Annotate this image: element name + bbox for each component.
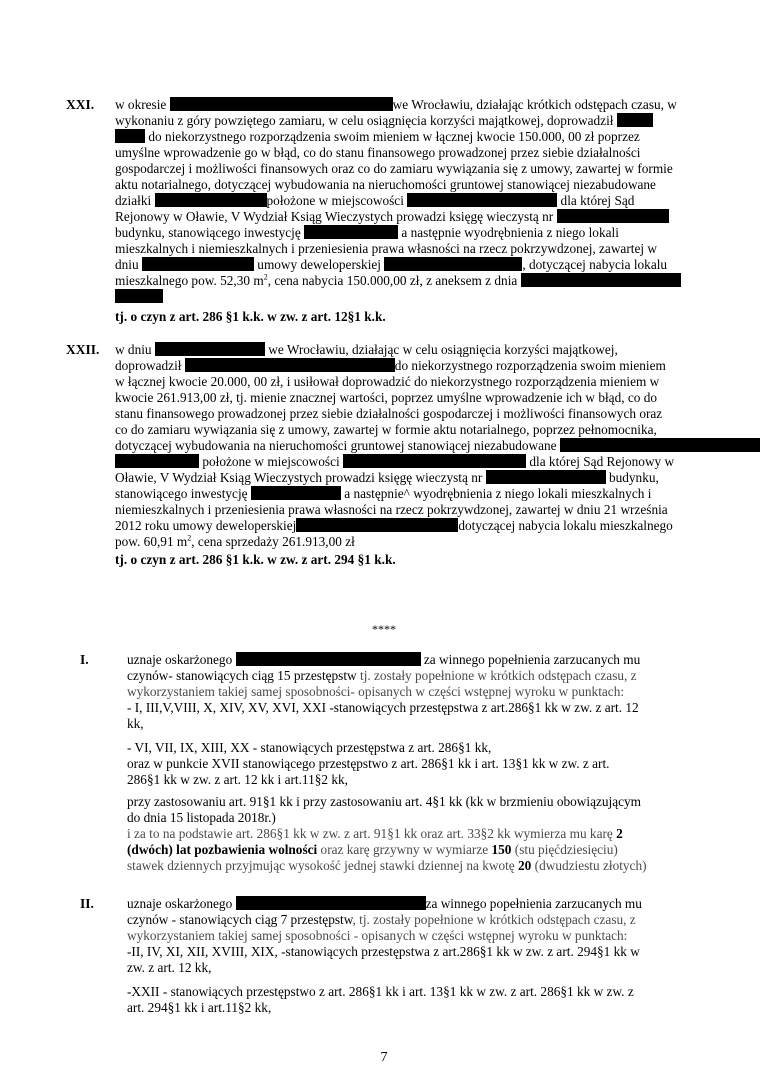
text-line: oraz w punkcie XVII stanowiącego przestępstwo z art. 286§1 kk i art. 13§1 kk w zw. z art.	[127, 756, 610, 771]
redaction-block	[115, 289, 163, 303]
text-line: pow. 60,91 $m^2$, cena sprzedaży 261.913,00 zł	[115, 533, 355, 549]
verdict-point-number: I.	[80, 652, 89, 667]
redaction-block	[155, 342, 265, 356]
redaction-block	[343, 454, 526, 468]
text-line: dniu umowy deweloperskiej , dotyczącej nabycia lokalu	[115, 257, 668, 272]
section-separator: ****	[372, 622, 396, 636]
redaction-block	[251, 486, 341, 500]
text-line: czynów- stanowiących ciąg 15 przestępstw tj. zostały popełnione w krótkich odstępach czasu, z	[127, 668, 637, 683]
text-line: dotyczącej wybudowania na nieruchomości gruntowej stanowiącej niezabudowane	[115, 438, 760, 454]
redaction-block	[557, 209, 669, 223]
legal-qualification: tj. o czyn z art. 286 §1 k.k. w zw. z art. 12§1 k.k.	[115, 309, 386, 324]
text-line: Rejonowy w Oławie, V Wydział Ksiąg Wieczystych prowadzi księgę wieczystą nr	[115, 209, 669, 225]
text-line: (dwóch) lat pozbawienia wolności oraz karę grzywny w wymiarze 150 (stu pięćdziesięciu)	[127, 842, 618, 857]
text-line: doprowadził do niekorzystnego rozporządzenia swoim mieniem	[115, 358, 666, 373]
point-number: XXII.	[66, 342, 100, 357]
redaction-block	[384, 257, 522, 271]
text-line: do niekorzystnego rozporządzenia swoim mieniem w łącznej kwocie 150.000, 00 zł poprzez	[115, 129, 640, 145]
text-line: stanowiącego inwestycję a następnie^ wyodrębnienia z niego lokali mieszkalnych i	[115, 486, 652, 501]
text-line: stawek dziennych przyjmując wysokość jednej stawki dziennej na kwotę 20 (dwudziestu złotych)	[127, 858, 647, 873]
text-line: - I, III,V,VIII, X, XIV, XV, XVI, XXI -stanowiących przestępstwa z art.286§1 kk w zw. z art. 12	[127, 700, 639, 715]
text-line: stanu finansowego prowadzonej przez siebie działalności gospodarczej i możliwości finansowych oraz	[115, 406, 663, 421]
text-line: wykorzystaniem takiej samej sposobności - opisanych w części wstępnej wyroku w punktach:	[127, 928, 628, 943]
redaction-block	[115, 129, 145, 143]
redaction-block	[617, 113, 653, 127]
text-line: w dniu we Wrocławiu, działając w celu osiągnięcia korzyści majątkowej,	[115, 342, 618, 357]
text-line: uznaje oskarżonego za winnego popełnienia zarzucanych mu	[127, 896, 642, 911]
text-line	[115, 289, 163, 305]
text-line: kwocie 261.913,00 zł, tj. mienie znacznej wartości, poprzez umyślne wprowadzenie ich w błąd, co do	[115, 390, 658, 405]
text-line: uznaje oskarżonego za winnego popełnienia zarzucanych mu	[127, 652, 641, 667]
text-line: czynów - stanowiących ciąg 7 przestępstw, tj. zostały popełnione w krótkich odstępach czasu, z	[127, 912, 636, 927]
redaction-block	[521, 273, 681, 287]
redaction-block	[236, 896, 426, 910]
text-line: wykorzystaniem takiej samej sposobności- opisanych w części wstępnej wyroku w punktach:	[127, 684, 625, 699]
text-line: mieszkalnego pow. 52,30 $m^2$, cena nabycia 150.000,00 zł, z aneksem z dnia	[115, 273, 681, 289]
text-line: aktu notarialnego, dotyczącej wybudowania na nieruchomości gruntowej stanowiącej niezabudowane	[115, 177, 656, 192]
redaction-block	[142, 257, 254, 271]
text-line: art. 294§1 kk i art.11§2 kk,	[127, 1000, 272, 1015]
text-line: 286§1 kk w zw. z art. 12 kk i art.11§2 kk,	[127, 772, 348, 787]
text-line: zw. z art. 12 kk,	[127, 960, 212, 975]
text-line: działki położone w miejscowości dla której Sąd	[115, 193, 635, 208]
text-line: do dnia 15 listopada 2018r.)	[127, 810, 276, 825]
text-line: położone w miejscowości dla której Sąd Rejonowy w	[115, 454, 674, 470]
text-line: niemieszkalnych i przeniesienia prawa własności na rzecz pokrzywdzonej, zawartej w dniu 21 września	[115, 502, 668, 517]
point-number: XXI.	[66, 97, 95, 112]
text-line: -XXII - stanowiących przestępstwo z art. 286§1 kk i art. 13§1 kk w zw. z art. 286§1 kk w zw. z	[127, 984, 634, 999]
text-line: przy zastosowaniu art. 91§1 kk i przy zastosowaniu art. 4§1 kk (kk w brzmieniu obowiązującym	[127, 794, 642, 809]
text-line: budynku, stanowiącego inwestycję a następnie wyodrębnienia z niego lokali	[115, 225, 619, 240]
redaction-block	[296, 518, 458, 532]
text-line: 2012 roku umowy deweloperskiej dotyczącej nabycia lokalu mieszkalnego	[115, 518, 673, 533]
redaction-block	[155, 193, 267, 207]
text-line: mieszkalnych i niemieszkalnych i przeniesienia prawa własności na rzecz pokrzywdzonej, zawartej w	[115, 241, 657, 256]
redaction-block	[185, 358, 395, 372]
text-line: - VI, VII, IX, XIII, XX - stanowiących przestępstwa z art. 286§1 kk,	[127, 740, 492, 755]
redaction-block	[560, 438, 760, 452]
redaction-block	[170, 97, 393, 111]
text-line: kk,	[127, 716, 144, 731]
text-line: w okresie we Wrocławiu, działając krótkich odstępach czasu, w	[115, 97, 677, 112]
redaction-block	[115, 454, 199, 468]
text-line: i za to na podstawie art. 286§1 kk w zw. z art. 91§1 kk oraz art. 33§2 kk wymierza mu karę 2	[127, 826, 623, 841]
text-line: -II, IV, XI, XII, XVIII, XIX, -stanowiących przestępstwa z art.286§1 kk w zw. z art. 294§1 kk w	[127, 944, 640, 959]
verdict-point-number: II.	[80, 896, 94, 911]
text-line: umyślne wprowadzenie go w błąd, co do stanu finansowego prowadzonej przez siebie działalności	[115, 145, 641, 160]
redaction-block	[236, 652, 421, 666]
redaction-block	[407, 193, 557, 207]
legal-qualification: tj. o czyn z art. 286 §1 k.k. w zw. z art. 294 §1 k.k.	[115, 552, 396, 567]
redaction-block	[304, 225, 398, 239]
page-number: 7	[380, 1050, 388, 1065]
redaction-block	[486, 470, 606, 484]
text-line: w łącznej kwocie 20.000, 00 zł, i usiłował doprowadzić do niekorzystnego rozporządzenia mieniem w	[115, 374, 660, 389]
text-line: gospodarczej i możliwości finansowych oraz co do zamiaru wywiązania się z umowy, zawartej w formie	[115, 161, 673, 176]
text-line: wykonaniu z góry powziętego zamiaru, w celu osiągnięcia korzyści majątkowej, doprowadził	[115, 113, 653, 129]
text-line: Oławie, V Wydział Ksiąg Wieczystych prowadzi księgę wieczystą nr budynku,	[115, 470, 659, 485]
text-line: co do zamiaru wywiązania się z umowy, zawartej w formie aktu notarialnego, poprzez pełnomocnika,	[115, 422, 657, 437]
